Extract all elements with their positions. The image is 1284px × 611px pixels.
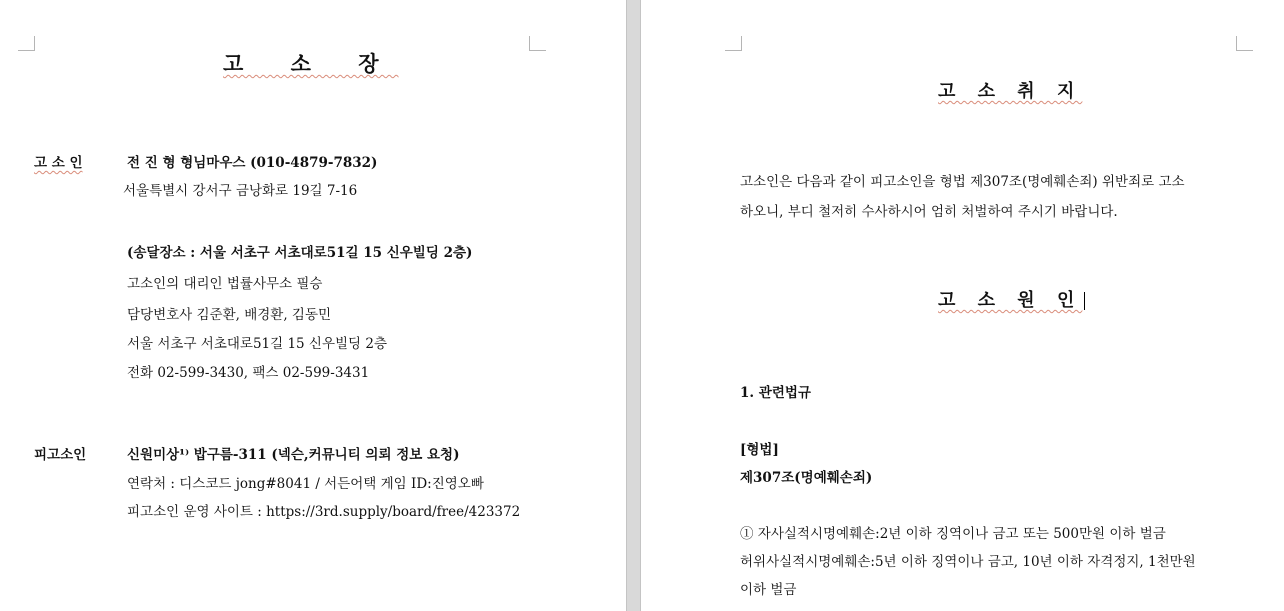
- defendant-contact: 연락처 : 디스코드 jong#8041 / 서든어택 게임 ID:진영오빠: [127, 476, 484, 492]
- purpose-line-1: 고소인은 다음과 같이 피고소인을 형법 제307조(명예훼손죄) 위반죄로 고소: [740, 174, 1185, 190]
- document-title: 고 소 장: [223, 51, 399, 76]
- purpose-line-2: 하오니, 부디 철저히 수사하시어 엄히 처벌하여 주시기 바랍니다.: [740, 204, 1118, 220]
- clause-2: 허위사실적시명예훼손:5년 이하 징역이나 금고, 10년 이하 자격정지, 1천만원: [740, 554, 1196, 570]
- agent-lawyers: 담당변호사 김준환, 배경환, 김동민: [127, 307, 332, 323]
- clause-1: ① 자사실적시명예훼손:2년 이하 징역이나 금고 또는 500만원 이하 벌금: [740, 526, 1166, 542]
- defendant-label: 피고소인: [34, 447, 87, 463]
- agent-firm: 고소인의 대리인 법률사무소 필승: [127, 276, 323, 292]
- text-cursor: [1084, 292, 1085, 310]
- margin-corner-top-right: [1236, 36, 1253, 51]
- defendant-name: 신원미상¹⁾ 밥구름-311 (넥슨,커뮤니티 의뢰 정보 요청): [127, 447, 460, 463]
- complainant-label: 고 소 인: [34, 155, 83, 171]
- margin-corner-top-right: [529, 36, 546, 51]
- margin-corner-top-left: [725, 36, 742, 51]
- margin-corner-top-left: [18, 36, 35, 51]
- document-page-left[interactable]: [0, 0, 626, 611]
- agent-address: 서울 서초구 서초대로51길 15 신우빌딩 2층: [127, 336, 388, 352]
- page-gap: [626, 0, 641, 611]
- law-label: [형법]: [740, 442, 779, 458]
- clause-3: 이하 벌금: [740, 582, 797, 598]
- purpose-heading: 고 소 취 지: [938, 81, 1083, 102]
- law-article: 제307조(명예훼손죄): [740, 470, 873, 486]
- complainant-name: 전 진 형 형님마우스 (010-4879-7832): [127, 155, 378, 171]
- defendant-site: 피고소인 운영 사이트 : https://3rd.supply/board/free/423372: [127, 504, 521, 520]
- agent-phone: 전화 02-599-3430, 팩스 02-599-3431: [127, 365, 370, 381]
- section-1-heading: 1. 관련법규: [740, 385, 811, 401]
- reason-heading: [938, 286, 1085, 312]
- reason-heading-text: 고 소 원 인: [938, 290, 1083, 311]
- service-address: (송달장소 : 서울 서초구 서초대로51길 15 신우빌딩 2층): [127, 245, 473, 261]
- complainant-address: 서울특별시 강서구 금낭화로 19길 7-16: [123, 183, 358, 199]
- document-page-right[interactable]: [641, 0, 1284, 611]
